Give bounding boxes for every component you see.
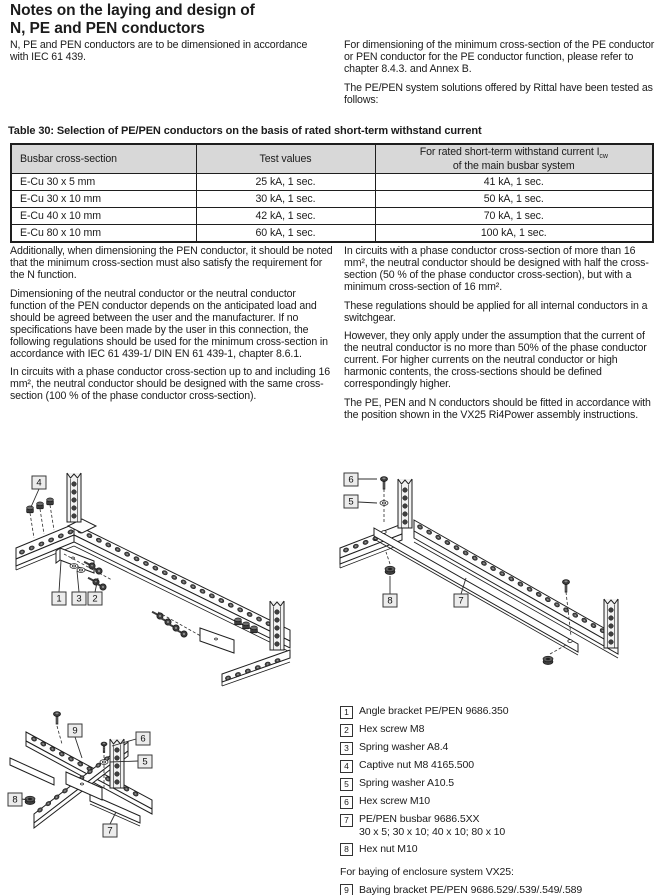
rated-current-text: For rated short-term withstand current I [419,146,600,158]
item-text: Angle bracket PE/PEN 9686.350 [359,705,509,717]
table-header-row [11,144,653,174]
item-number-box: 6 [340,796,353,809]
item-text: Spring washer A10.5 [359,777,454,789]
busbar-rail [414,520,618,658]
table-header-busbar: Busbar cross-section [11,144,196,174]
callout-7-label: 7 [458,595,464,607]
page-title-line1: Notes on the laying and design of [10,2,255,19]
item-number-box: 1 [340,706,353,719]
item-number-box: 9 [340,884,353,895]
table-row [11,208,653,225]
frame-post [604,599,618,648]
hex-nut-m10 [385,552,395,575]
table-header-rated-line2: of the main busbar system [452,160,575,173]
baying-cross-diagram [0,700,185,860]
cell-rated: 41 kA, 1 sec. [375,174,653,191]
callout-9-label: 9 [72,725,78,737]
straight-busbar-diagram [332,462,662,702]
intro-left-paragraph: N, PE and PEN conductors are to be dimensioned in accordance with IEC 61 439. [10,39,308,63]
cell-test: 42 kA, 1 sec. [196,208,375,225]
callout-8-label: 8 [387,595,393,607]
frame-post [67,473,81,522]
item-text: Hex screw M10 [359,795,431,807]
cell-rated: 70 kA, 1 sec. [375,208,653,225]
callout-1-label: 1 [56,593,62,605]
pe-pen-busbar [374,528,578,655]
callout-8 [383,576,397,607]
table-header-rated-line1 [380,146,649,160]
body-left-paragraph-3: In circuits with a phase conductor cross-section up to and including 16 mm², the neutral conductor should be designed with the same cross-section (100 % of the phase conductor cross-section). [10,366,331,402]
body-right-paragraph-1: In circuits with a phase conductor cross-section of more than 16 mm², the neutral conductor should be designed with half the cross-section (50 % of the phase conductor cross-section), but with a minimum cross-section of 16 mm². [344,245,649,293]
parts-list-item [340,759,658,773]
hex-screw-m10 [53,712,62,744]
spring-washer [380,501,388,506]
callout-3 [72,571,86,605]
corner-busbar-diagram [10,462,330,702]
body-left-column [10,245,333,409]
page-title-line2: N, PE and PEN conductors [10,20,205,37]
angle-bracket [56,548,94,573]
callout-3-label: 3 [76,593,82,605]
item-text-line1: PE/PEN busbar 9686.5XX [359,813,480,825]
parts-list [340,705,658,895]
item-number-box: 8 [340,843,353,856]
item-number-box: 4 [340,760,353,773]
item-text: Captive nut M8 4165.500 [359,759,475,771]
body-right-paragraph-4: The PE, PEN and N conductors should be fitted in accordance with the position shown in the VX25 Ri4Power assembly instructions. [344,396,651,421]
frame-post [110,739,124,788]
item-number-box: 3 [340,742,353,755]
parts-list-item [340,777,658,791]
parts-list-item [340,723,658,737]
body-right-paragraph-2: These regulations should be applied for all internal conductors in a switchgear. [344,299,648,324]
callout-4-label: 4 [36,477,42,489]
callout-8 [8,793,27,806]
item-text: Baying bracket PE/PEN 9686.529/.539/.549/.589 [359,883,583,895]
item-number-box: 5 [340,778,353,791]
table-row [11,225,653,243]
item-text: Spring washer A8.4 [359,741,449,753]
spring-washer [100,760,108,765]
callout-6-label: 6 [140,733,146,745]
hex-nut-m10 [25,796,35,804]
cell-busbar: E-Cu 80 x 10 mm [11,225,196,243]
callout-5-label: 5 [142,756,148,768]
body-right-paragraph-3: However, they only apply under the assumption that the current of the neutral conductor is no more than 50% of the phase conductor current. For higher currents on the neutral conductor or high harmonic contents, the cross-sections should be defined correspondingly higher. [344,330,647,390]
intro-right-column [344,39,658,112]
table-caption: Table 30: Selection of PE/PEN conductors on the basis of rated short-term withstand current [8,125,482,137]
intro-right-paragraph-1: For dimensioning of the minimum cross-section of the PE conductor or PEN conductor for the PE conductor function, please refer to chapter 8.4.3. and Annex B. [344,39,655,75]
callout-8-label: 8 [12,794,18,806]
item-text-line2: 30 x 5; 30 x 10; 40 x 10; 80 x 10 [359,825,506,838]
cell-rated: 50 kA, 1 sec. [375,191,653,208]
table-row [11,174,653,191]
icw-subscript: cw [599,153,608,161]
item-number-box: 2 [340,724,353,737]
item-text: Hex screw M8 [359,723,425,735]
frame-post [398,479,412,528]
cell-test: 60 kA, 1 sec. [196,225,375,243]
intro-right-paragraph-2: The PE/PEN system solutions offered by Rittal have been tested as follows: [344,81,653,106]
cell-busbar: E-Cu 30 x 10 mm [11,191,196,208]
frame-post [270,601,284,650]
cell-test: 30 kA, 1 sec. [196,191,375,208]
parts-list-item [340,813,658,838]
callout-7-label: 7 [107,825,113,837]
cell-busbar: E-Cu 40 x 10 mm [11,208,196,225]
item-text [359,813,505,838]
callout-6 [344,473,377,486]
callout-5-label: 5 [348,496,354,508]
parts-list-item [340,795,658,809]
parts-list-item [340,741,658,755]
parts-list-item [340,705,658,719]
parts-list-item [340,884,658,895]
right-hex-nut [543,645,566,665]
page-title [10,2,255,38]
callout-2-label: 2 [92,593,98,605]
parts-list-item [340,843,658,857]
callout-5 [344,495,377,508]
callout-9 [68,724,82,758]
body-left-paragraph-2: Dimensioning of the neutral conductor or the neutral conductor function of the PEN conductor depends on the anticipated load and should be agreed between the user and the manufacturer. If no specifications have been made by the user in this connection, the following regulations should be used for the minimum cross-section in accordance with IEC 61 439-1/ DIN EN 61 439-1, chapter 8.6.1. [10,287,328,360]
cell-test: 25 kA, 1 sec. [196,174,375,191]
body-left-paragraph-1: Additionally, when dimensioning the PEN conductor, it should be noted that the minimum cross-section must also satisfy the requirement for the N function. [10,245,333,281]
table-row [11,191,653,208]
callout-7 [103,812,117,837]
item-number-box: 7 [340,814,353,827]
captive-nuts [27,498,54,538]
table-header-rated-current [375,144,653,174]
pe-pen-selection-table [10,143,654,243]
item-text: Hex nut M10 [359,842,418,855]
callout-1 [52,561,66,605]
table-header-test-values: Test values [196,144,375,174]
body-right-column [344,245,658,427]
cell-busbar: E-Cu 30 x 5 mm [11,174,196,191]
baying-note: For baying of enclosure system VX25: [340,866,514,878]
callout-6-label: 6 [348,474,354,486]
cell-rated: 100 kA, 1 sec. [375,225,653,243]
